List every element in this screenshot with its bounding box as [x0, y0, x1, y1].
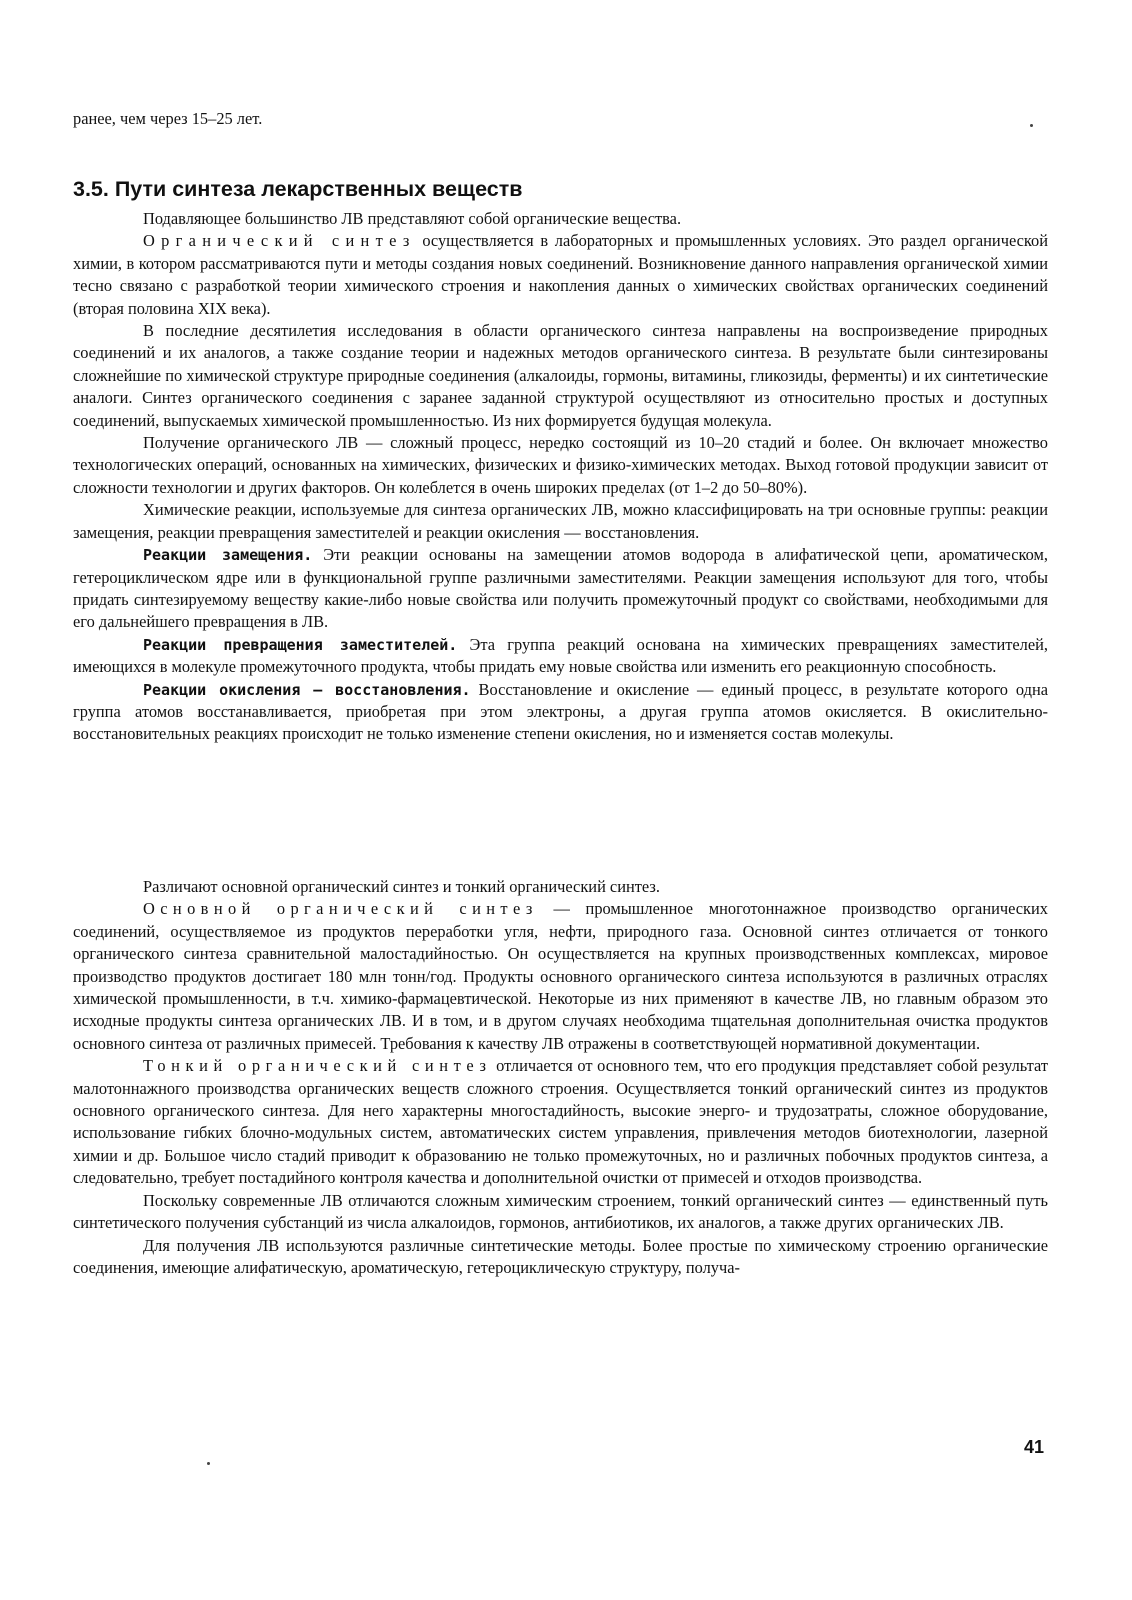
scan-speck: [1030, 124, 1033, 127]
previous-paragraph-end: ранее, чем через 15–25 лет.: [73, 109, 263, 128]
paragraph-text: — промышленное многотоннажное производство органических соединений, осуществляемое из продуктов переработки угля, нефти, природного газа. Основной синтез отличается от тонкого органического синтеза сравнительной малостадийностью. Он осуществляется на крупных производственных комплексах, мировое производство продуктов достигает 180 млн тонн/год. Продукты основного органического синтеза используются в различных отраслях химической промышленности, в т.ч. химико-фармацевтической. Некоторые из них применяют в качестве ЛВ, но главным образом это исходные продукты синтеза органических ЛВ. И в том, и в другом случаях необходима тщательная дополнительная очистка продуктов основного синтеза от различных примесей. Требования к качеству ЛВ отражены в соответствующей нормативной документации.: [73, 899, 1048, 1053]
paragraph-intro: Подавляющее большинство ЛВ представляют собой органические вещества.: [143, 209, 682, 228]
page-number: 41: [1023, 1437, 1044, 1457]
scan-speck: [207, 1462, 210, 1465]
paragraph-reaction-groups: Химические реакции, используемые для синтеза органических ЛВ, можно классифицировать на три основные группы: реакции замещения, реакции превращения заместителей и реакции окисления — восстановления.: [73, 500, 1048, 542]
paragraph-text: осуществляется в лабораторных и промышленных условиях. Это раздел органической химии, в котором рассматриваются пути и методы создания новых соединений. Возникновение данного направления органической химии тесно связано с разработкой теории химического строения и накопления данных о химических свойствах органических соединений (вторая половина XIX века).: [73, 231, 1048, 318]
text-block-2: [73, 876, 1048, 1279]
paragraph-text: отличается от основного тем, что его продукция представляет собой результат малотоннажного производства органических веществ сложного строения. Осуществляется тонкий органический синтез из продуктов основного органического синтеза. Для него характерны многостадийность, высокие энерго- и трудозатраты, сложное оборудование, использование гибких блочно-модульных систем, автоматических систем управления, привлечения методов биотехнологии, лазерной химии и др. Большое число стадий приводит к образованию не только промежуточных, но и различных побочных продуктов синтеза, а следовательно, требует постадийного контроля качества и дополнительной очистки от примесей и отходов производства.: [73, 1056, 1048, 1188]
paragraph-basic-synthesis: [73, 898, 1048, 1055]
paragraph-synthetic-methods: Для получения ЛВ используются различные синтетические методы. Более простые по химическому строению органические соединения, имеющие алифатическую, ароматическую, гетероциклическую структуру, получа-: [73, 1235, 1048, 1277]
paragraph-modern-drugs: Поскольку современные ЛВ отличаются сложным химическим строением, тонкий органический синтез — единственный путь синтетического получения субстанций из числа алкалоидов, гормонов, антибиотиков, их аналогов, а также других органических ЛВ.: [73, 1190, 1048, 1233]
paragraph-transformation: [73, 634, 1048, 679]
term-organic-synthesis: Органический синтез: [143, 231, 416, 251]
paragraph-redox: [73, 679, 1048, 746]
paragraph-organic-synthesis: [73, 230, 1048, 320]
term-redox: Реакции окисления – восстановления.: [143, 680, 471, 699]
book-page: [73, 100, 1048, 1560]
text-block-1: [73, 208, 1048, 746]
term-substitution: Реакции замещения.: [143, 546, 313, 565]
paragraph-distinguish: Различают основной органический синтез и тонкий органический синтез.: [143, 877, 660, 896]
paragraph-substitution: [73, 544, 1048, 634]
paragraph-text: Эта группа реакций основана на химических превращениях заместителей, имеющихся в молекуле промежуточного продукта, чтобы придать ему новые свойства или изменить его реакционную способность.: [73, 634, 1049, 677]
paragraph-text: Восстановление и окисление — единый процесс, в результате которого одна группа атомов восстанавливается, приобретая при этом электроны, а другая группа атомов окисляется. В окислительно-восстановительных реакциях происходит не только изменение степени окисления, но и изменяется состав молекулы.: [73, 679, 1048, 744]
term-fine-synthesis: Тонкий органический синтез: [143, 1056, 492, 1076]
paragraph-text: Эти реакции основаны на замещении атомов водорода в алифатической цепи, ароматическом, гетероциклическом ядре или в функциональной группе различными заместителями. Реакции замещения используют для того, чтобы придать синтезируемому веществу какие-либо новые свойства или получить промежуточный продукт со свойствами, необходимыми для его дальнейшего превращения в ЛВ.: [73, 545, 1049, 632]
term-transformation: Реакции превращения заместителей.: [143, 635, 458, 654]
paragraph-fine-synthesis: [73, 1055, 1048, 1189]
paragraph-recent-decades: В последние десятилетия исследования в области органического синтеза направлены на воспроизведение природных соединений и их аналогов, а также создание теории и надежных методов органического синтеза. В результате были синтезированы сложнейшие по химической структуре природные соединения (алкалоиды, гормоны, витамины, гликозиды, ферменты) и их синтетические аналоги. Синтез органического соединения с заранее заданной структурой осуществляют из относительно простых и доступных соединений, выпускаемых химической промышленностью. Из них формируется будущая молекула.: [73, 321, 1048, 430]
paragraph-obtaining-drug: Получение органического ЛВ — сложный процесс, нередко состоящий из 10–20 стадий и более. Он включает множество технологических операций, основанных на химических, физических и физико-химических методах. Выход готовой продукции зависит от сложности технологии и других факторов. Он колеблется в очень широких пределах (от 1–2 до 50–80%).: [73, 433, 1048, 497]
term-basic-synthesis: Основной органический синтез: [143, 899, 538, 919]
section-heading: 3.5. Пути синтеза лекарственных веществ: [73, 177, 523, 201]
